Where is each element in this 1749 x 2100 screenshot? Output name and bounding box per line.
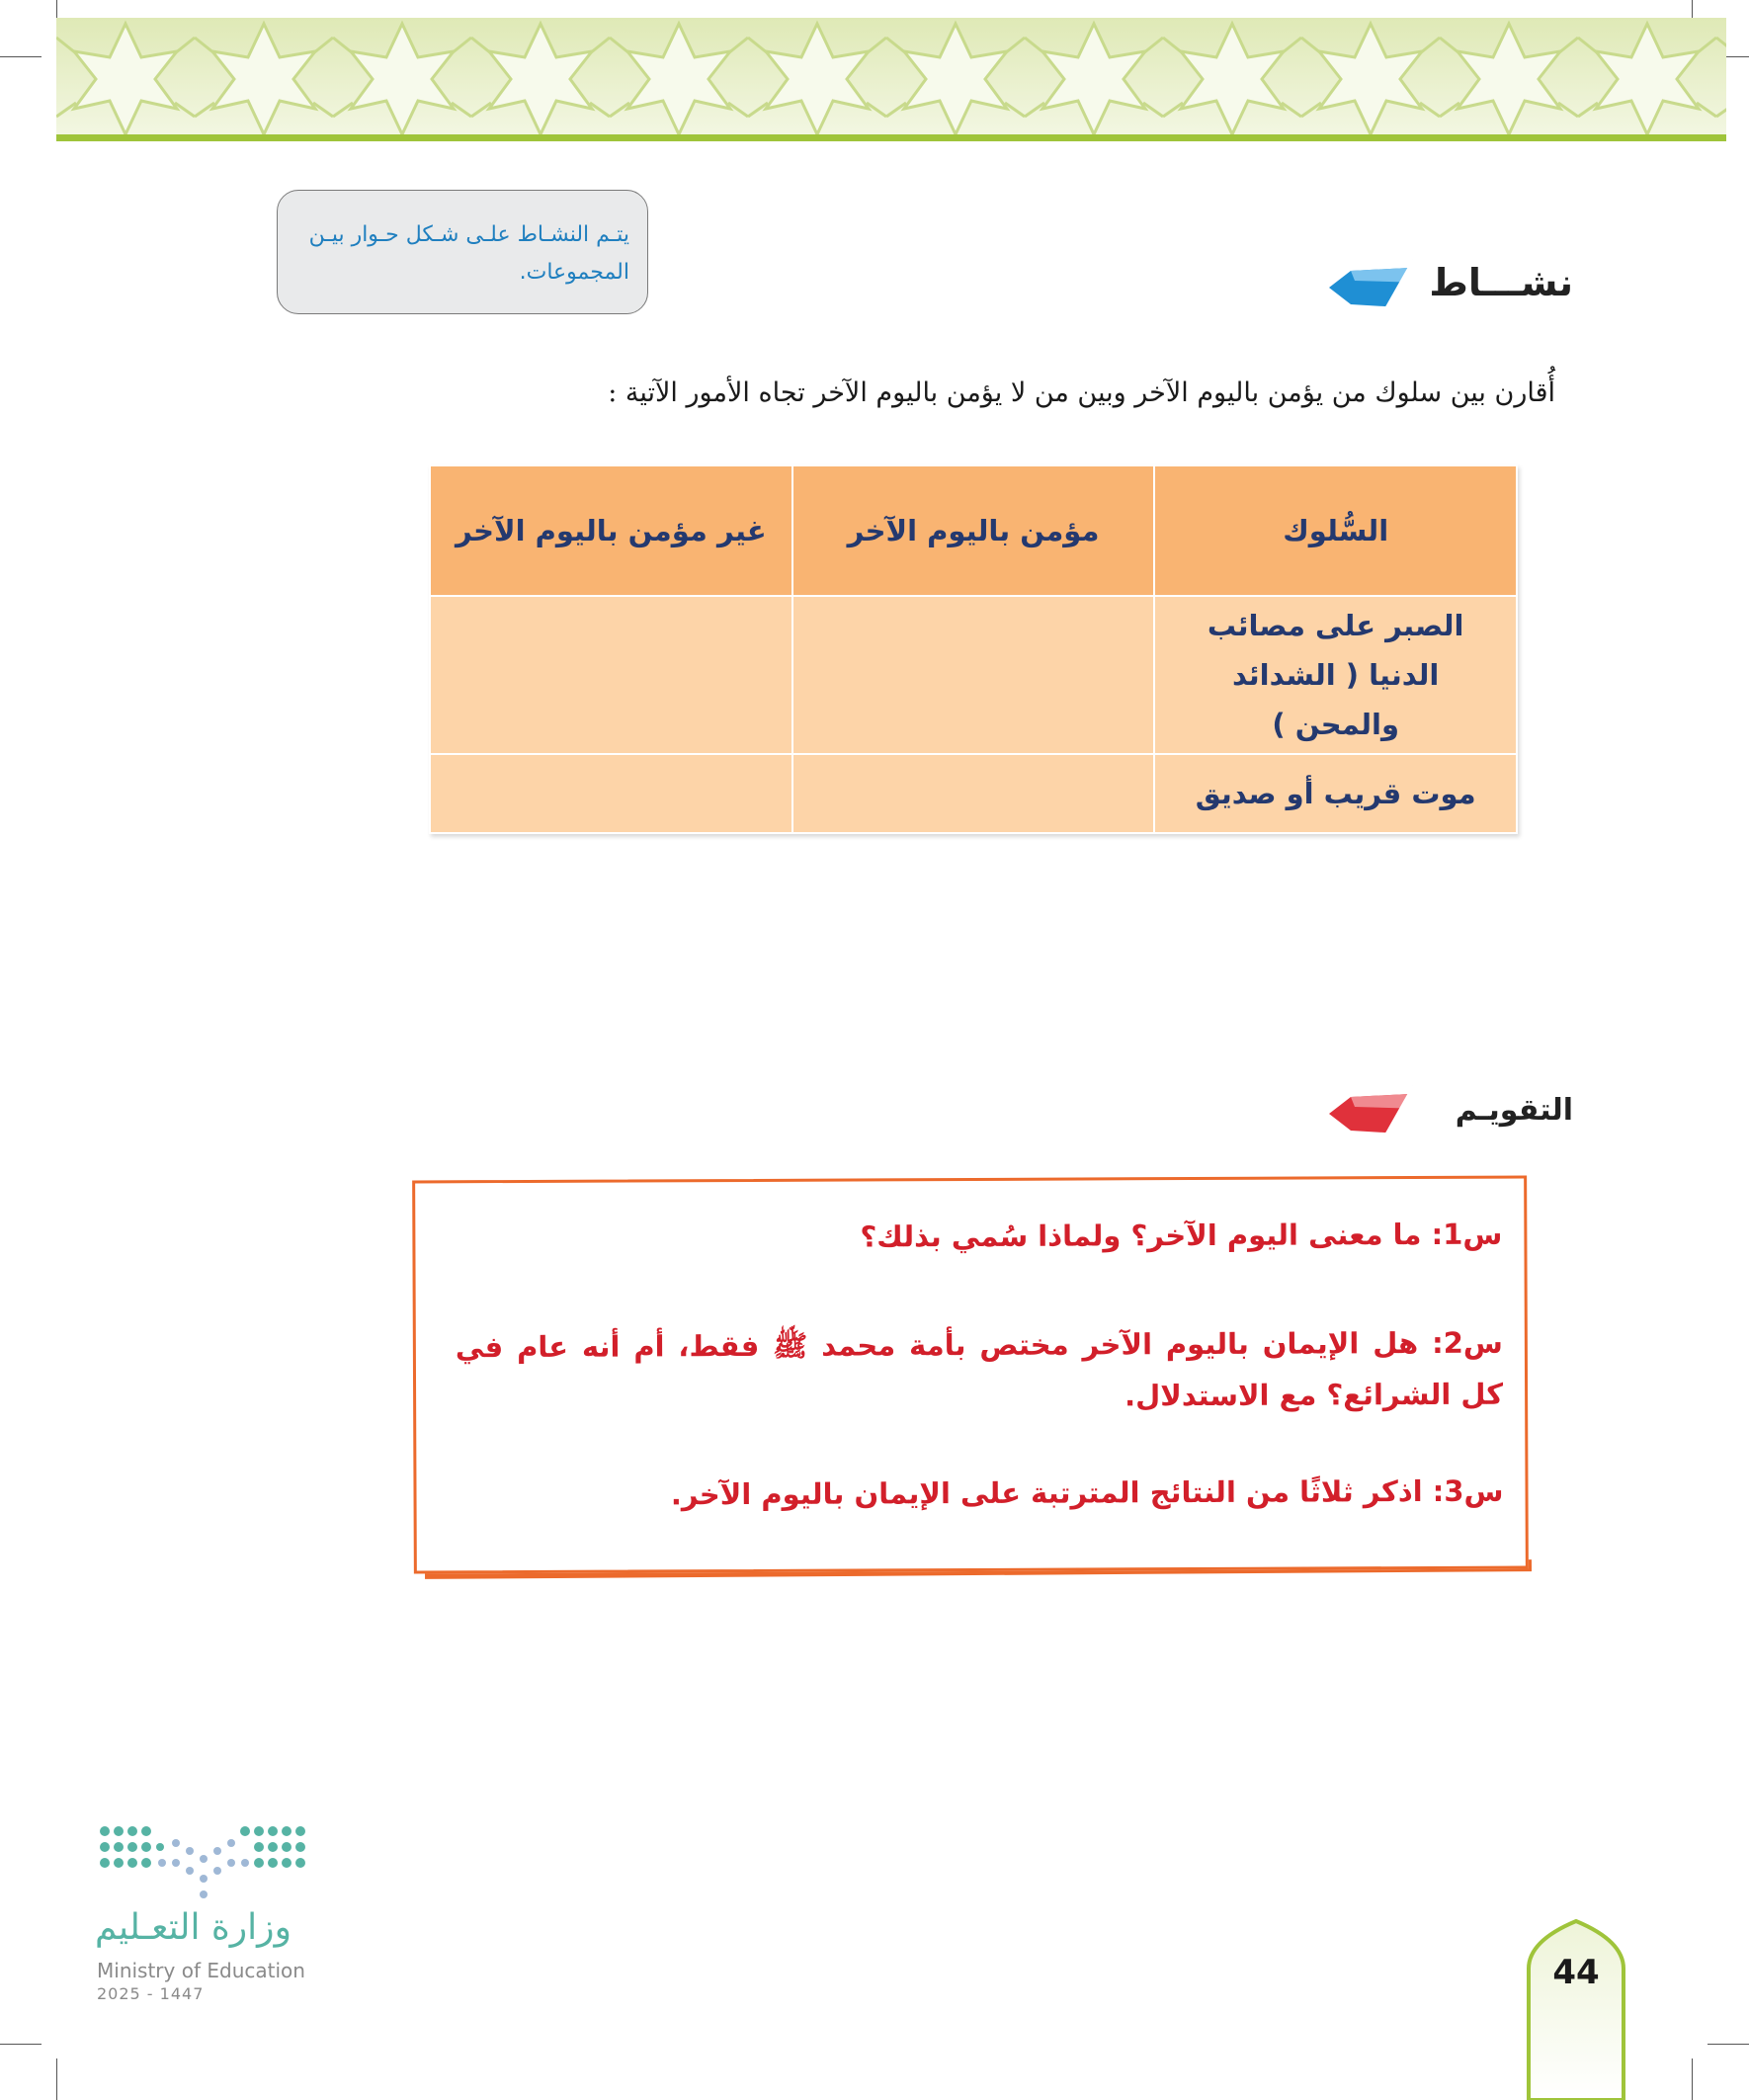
question-1: س1: ما معنى اليوم الآخر؟ ولماذا سُمي بذلك؟: [860, 1217, 1503, 1254]
table-cell: [430, 596, 792, 754]
crop-mark: [0, 56, 42, 57]
crop-mark: [1692, 2058, 1693, 2100]
crop-mark: [1707, 2044, 1749, 2045]
evaluation-title: التقويـم: [1455, 1093, 1573, 1128]
table-cell: [792, 754, 1155, 833]
table-header-cell: غير مؤمن باليوم الآخر: [430, 465, 792, 596]
activity-note: يتـم النشـاط علـى شـكل حـوار بيـن المجموعات.: [308, 222, 629, 285]
edition-year: 2025 - 1447: [97, 1984, 205, 2003]
question-2: س2: هل الإيمان باليوم الآخر مختص بأمة محمد ﷺ فقط، أم أنه عام في كل الشرائع؟ مع الاستدلال.: [455, 1325, 1504, 1413]
table-cell: [792, 596, 1155, 754]
table-cell: موت قريب أو صديق: [1154, 754, 1517, 833]
table-header-cell: السُّلوك: [1154, 465, 1517, 596]
header-pattern-band: [56, 18, 1726, 138]
header-rule: [56, 134, 1726, 141]
question-3: س3: اذكر ثلاثًا من النتائج المترتبة على الإيمان باليوم الآخر.: [670, 1473, 1504, 1512]
table-row: [430, 596, 1517, 754]
page-number: 44: [1552, 1953, 1600, 1992]
table-cell-text: الصبر على مصائب الدنيا ( الشدائد والمحن ): [1207, 609, 1464, 741]
page-tab-shape: [1527, 1919, 1625, 2100]
ministry-name-arabic: وزارة التعـليم: [95, 1907, 292, 1948]
activity-note-box: [277, 190, 648, 314]
evaluation-heading: [1329, 1085, 1591, 1138]
activity-heading: [1329, 259, 1591, 312]
evaluation-box: [413, 1178, 1526, 1575]
table-header-cell: مؤمن باليوم الآخر: [792, 465, 1155, 596]
page-number-tab: [1527, 1919, 1625, 2100]
ministry-logo-icon: [97, 1823, 309, 1902]
table-header-row: [430, 465, 1517, 596]
comparison-table: [429, 464, 1518, 834]
table-cell: [430, 754, 792, 833]
activity-title: نشـــاط: [1429, 261, 1573, 304]
table-cell: [1154, 596, 1517, 754]
activity-instruction: أُقارن بين سلوك من يؤمن باليوم الآخر وبين من لا يؤمن باليوم الآخر تجاه الأمور الآتية :: [608, 378, 1555, 408]
evaluation-frame: [412, 1176, 1529, 1574]
crop-mark: [56, 2058, 57, 2100]
ministry-name-english: Ministry of Education: [97, 1959, 305, 1982]
crop-mark: [0, 2044, 42, 2045]
table-row: [430, 754, 1517, 833]
